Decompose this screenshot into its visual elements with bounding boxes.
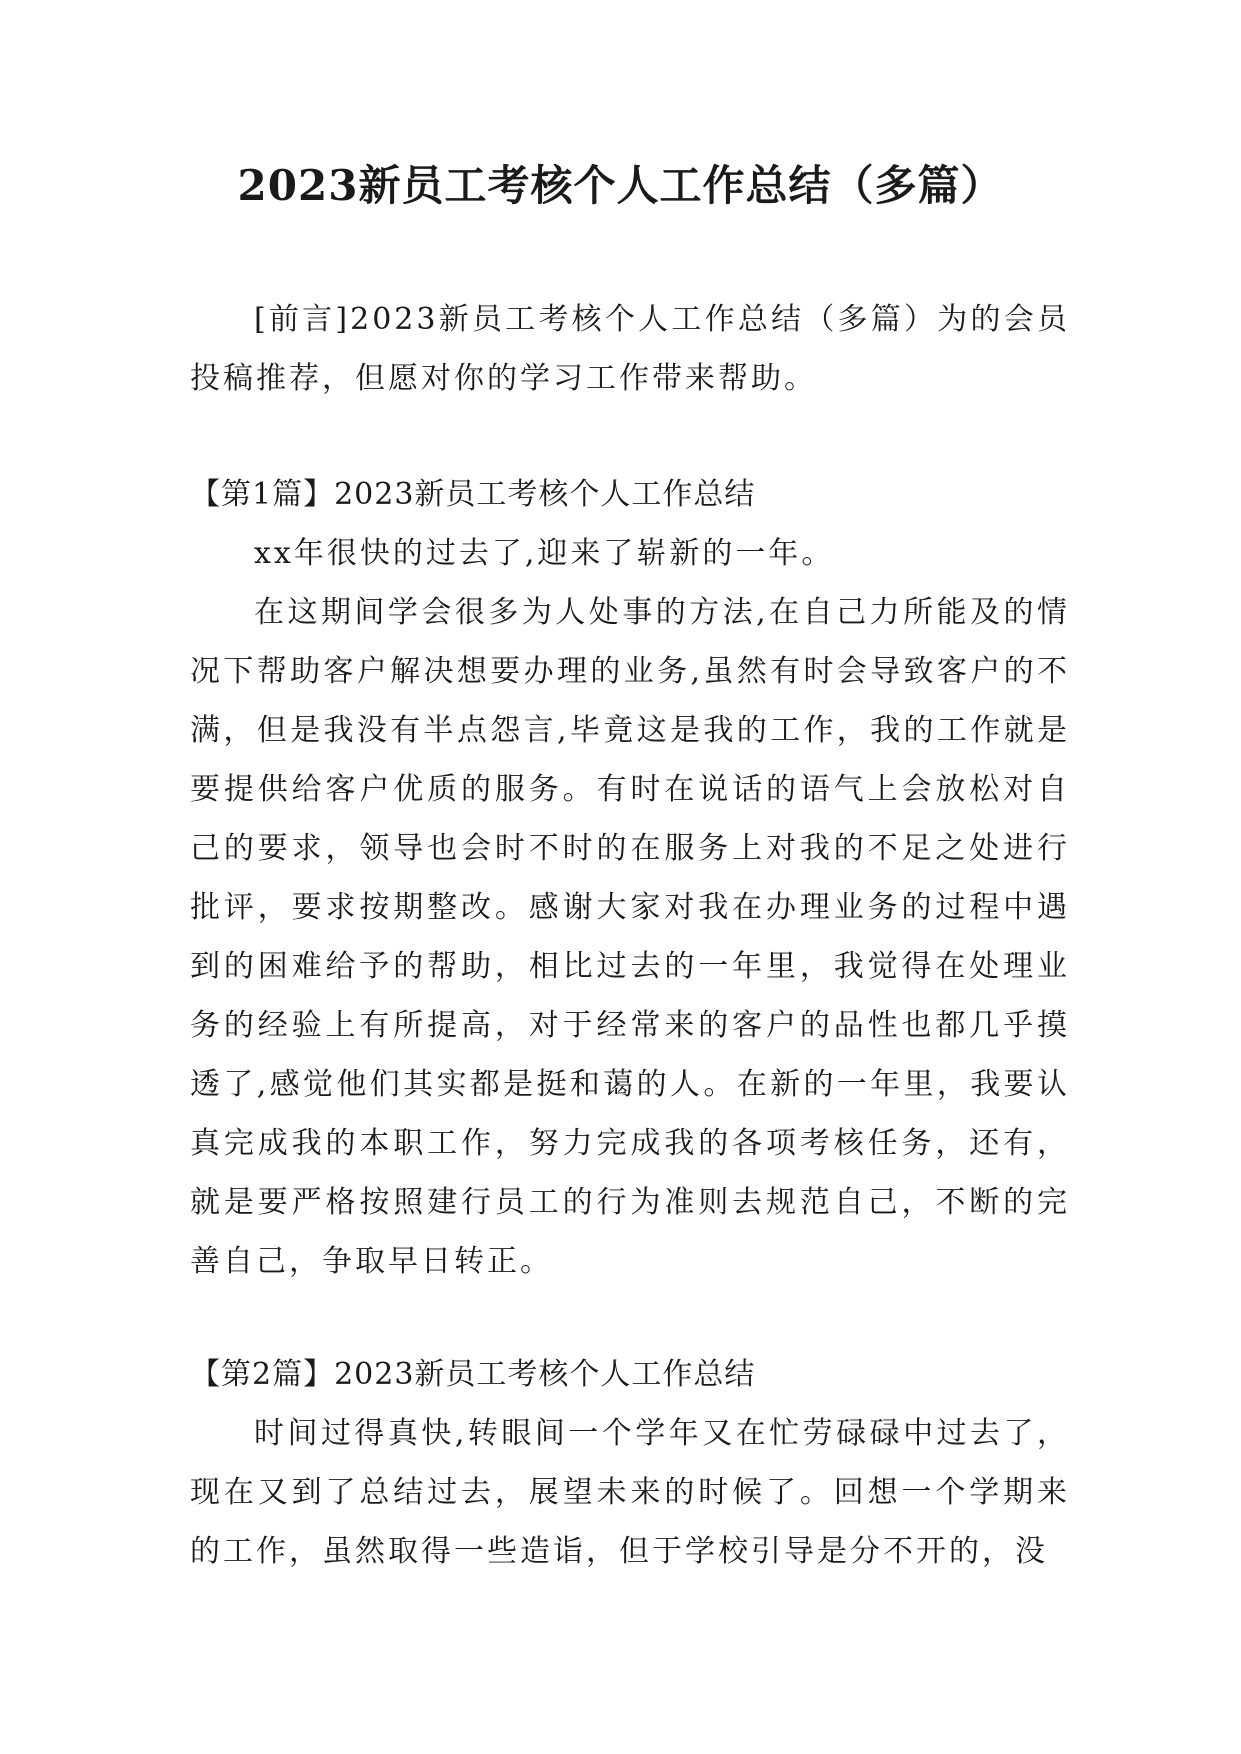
section-2-paragraph-1: 时间过得真快,转眼间一个学年又在忙劳碌碌中过去了，现在又到了总结过去，展望未来的时候了。回想一个学期来的工作，虽然取得一些造诣，但于学校引导是分不开的，没	[190, 1416, 1070, 1569]
section-1-paragraph-1: xx年很快的过去了,迎来了崭新的一年。	[254, 536, 835, 571]
section-2-heading: 【第2篇】2023新员工考核个人工作总结	[190, 1357, 756, 1392]
section-1-heading: 【第1篇】2023新员工考核个人工作总结	[190, 477, 756, 512]
document-title: 2023新员工考核个人工作总结（多篇）	[237, 161, 1004, 210]
section-1-paragraph-2: 在这期间学会很多为人处事的方法,在自己力所能及的情况下帮助客户解决想要办理的业务,虽然有时会导致客户的不满，但是我没有半点怨言,毕竟这是我的工作，我的工作就是要提供给客户优质的服务。有时在说话的语气上会放松对自己的要求，领导也会时不时的在服务上对我的不足之处进行批评，要求按期整改。感谢大家对我在办理业务的过程中遇到的困难给予的帮助，相比过去的一年里，我觉得在处理业务的经验上有所提高，对于经常来的客户的品性也都几乎摸透了,感觉他们其实都是挺和蔼的人。在新的一年里，我要认真完成我的本职工作，努力完成我的各项考核任务，还有，就是要严格按照建行员工的行为准则去规范自己，不断的完善自己，争取早日转正。	[190, 595, 1070, 1279]
preface-paragraph: [前言]2023新员工考核个人工作总结（多篇）为的会员投稿推荐，但愿对你的学习工作带来帮助。	[190, 302, 1070, 396]
